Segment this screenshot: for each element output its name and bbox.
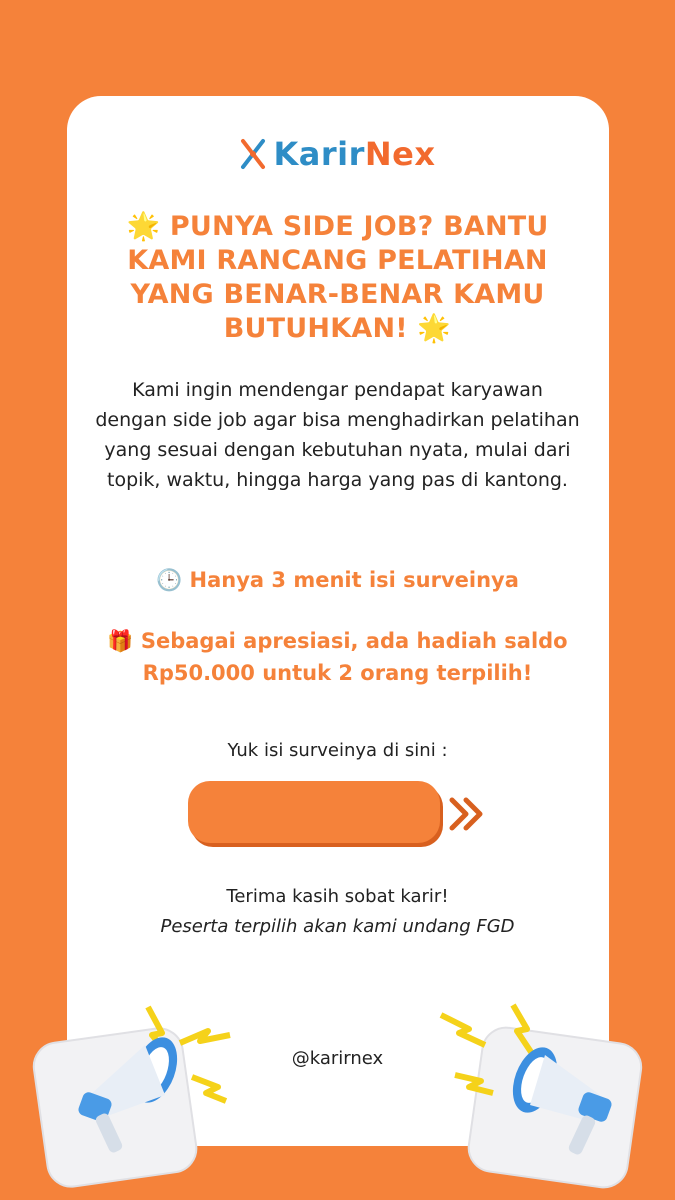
megaphone-icon: [435, 995, 655, 1195]
megaphone-icon: [30, 995, 250, 1195]
gift-icon: 🎁: [107, 629, 134, 653]
fgd-note: Peserta terpilih akan kami undang FGD: [160, 916, 515, 937]
duration-note: [80, 564, 595, 596]
karirnex-x-icon: [239, 138, 267, 170]
cta-label: Yuk isi surveinya di sini :: [227, 740, 448, 761]
social-handle: @karirnex: [291, 1048, 384, 1069]
reward-note: [80, 625, 595, 689]
double-chevron-right-icon: [448, 796, 488, 832]
thanks-block: [0, 882, 675, 942]
brand-logo: [0, 134, 675, 174]
logo-text: KarirNex: [273, 135, 436, 173]
description-text: Kami ingin mendengar pendapat karyawan dengan side job agar bisa menghadirkan pelatihan yang sesuai dengan kebutuhan nyata, mulai dari topik, waktu, hingga harga yang pas di kantong.: [95, 379, 580, 491]
reward-text: Sebagai apresiasi, ada hadiah saldo Rp50.000 untuk 2 orang terpilih!: [140, 629, 568, 685]
survey-link-button[interactable]: [188, 781, 440, 843]
headline-text: PUNYA SIDE JOB? BANTU KAMI RANCANG PELATIHAN YANG BENAR-BENAR KAMU BUTUHKAN!: [127, 211, 549, 344]
headline: [95, 210, 580, 346]
duration-text: Hanya 3 menit isi surveinya: [189, 568, 519, 592]
clock-icon: 🕒: [156, 568, 183, 592]
sparkle-star-icon: 🌟: [126, 211, 161, 242]
thanks-line: Terima kasih sobat karir!: [226, 886, 449, 907]
sparkle-star-icon: 🌟: [417, 313, 452, 344]
